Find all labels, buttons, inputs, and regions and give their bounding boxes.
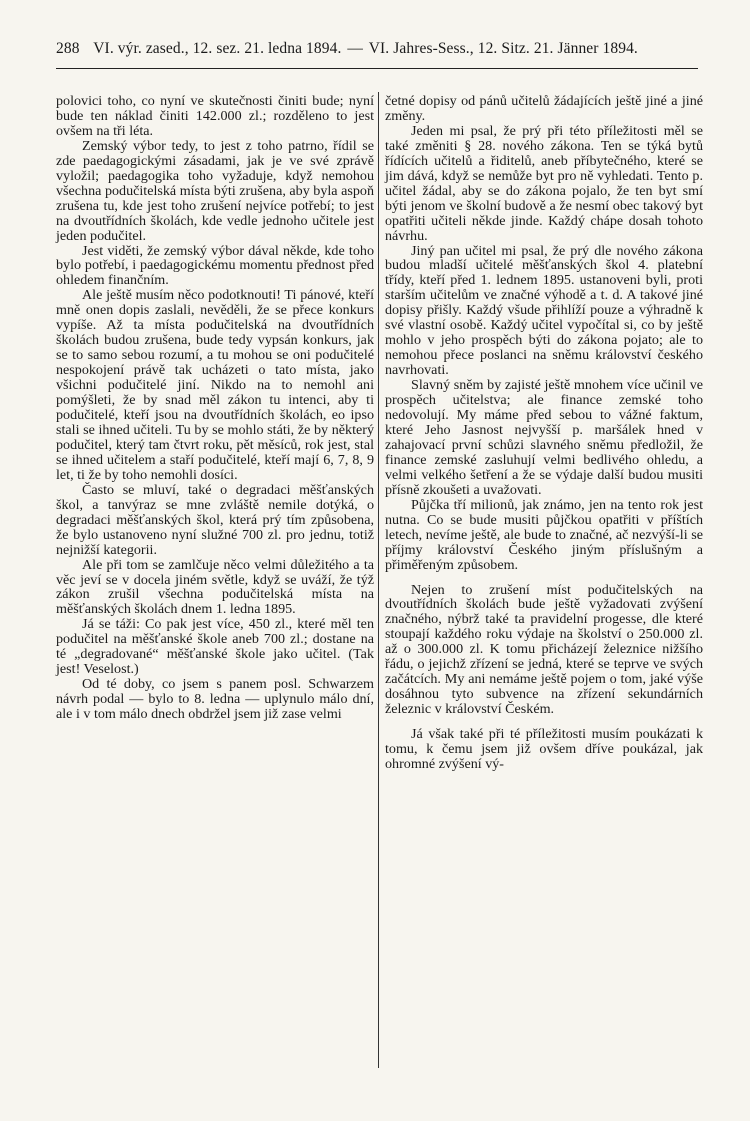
header-czech: VI. výr. zased., 12. sez. 21. ledna 1894. xyxy=(93,40,342,57)
paragraph: Často se mluví, také o degradaci měšťanských škol, a tanvýraz se mne zvláště nemile dotýká, o degradaci měšťanských škol, která prý tím způsobena, že bylo ustanoveno nyní služné 700 zl. pro jednu, totiž nejnižší kategorii. xyxy=(56,481,374,558)
paragraph: Ale při tom se zamlčuje něco velmi důležitého a ta věc jeví se v docela jiném světle, když se uváží, že týž zákon zrušil všechna podučitelská místa na měšťanských školách dnem 1. ledna 1895. xyxy=(56,556,374,618)
paragraph: Já však také při té příležitosti musím poukázati k tomu, k čemu jsem již ovšem dříve poukázal, jak ohromné zvýšení vý- xyxy=(385,726,703,772)
header-german: VI. Jahres-Sess., 12. Sitz. 21. Jänner 1894. xyxy=(368,40,638,57)
paragraph: Jeden mi psal, že prý při této příležitosti měl se také změniti § 28. nového zákona. Ten se týká bytů řídících učitelů a řiditelů, aneb příbytečného, které se jim dává, když se nemůže byt pro ně vyhledati. Tento p. učitel žádal, aby se do zákona pojalo, že ten byt smí býti jenom ve školní budově a že nesmí obec takový byt opatřiti učiteli někde jinde. Každý chápe dosah tohoto návrhu. xyxy=(385,122,703,244)
page-number: 288 xyxy=(56,40,80,57)
paragraph: Od té doby, co jsem s panem posl. Schwarzem návrh podal — bylo to 8. ledna — uplynulo málo dní, ale i v tom málo dnech obdržel jsem již zase velmi xyxy=(56,676,374,723)
header-rule xyxy=(56,68,698,69)
page-header xyxy=(56,40,698,58)
paragraph: Jest viděti, že zemský výbor dával někde, kde toho bylo potřebí, i paedagogickému momentu přednost před ohledem finančním. xyxy=(56,242,374,289)
left-column xyxy=(56,94,374,722)
paragraph: Jiný pan učitel mi psal, že prý dle nového zákona budou mladší učitelé měšťanských škol 4. platební třídy, kteří před 1. lednem 1895. ustanoveni byli, proti starším učitelům ve značné výhodě a t. d. A takové jiné dopisy přišly. Každý všude přihlíží pouze a výhradně k své vlastní osobě. Každý učitel vypočítal si, co by ještě mohlo v jeho prospěch býti do zákona pojato; ale to nemohou přece poslanci na sněmu království českého navrhovati. xyxy=(385,242,703,379)
column-divider xyxy=(378,92,379,1068)
paragraph: Já se táži: Co pak jest více, 450 zl., které měl ten podučitel na měšťanské škole aneb 700 zl.; dostane na té „degradované“ měšťanské škole jako učitel. (Tak jest! Veselost.) xyxy=(56,616,374,678)
paragraph: Zemský výbor tedy, to jest z toho patrno, řídil se zde paedagogickými zásadami, jak je ve své zprávě vyložil; paedagogika toho vyžaduje, když nemohou všechna podučitelská místa býti zrušena, aby byla aspoň zrušena tu, kde jest toho zrušení nejvíce potřebí; to jest na dvoutřídních školách, kde vedle jednoho učitele jest jeden podučitel. xyxy=(56,137,374,244)
paragraph: Nejen to zrušení míst podučitelských na dvoutřídních školách bude ještě vyžadovati zvýšení značného, nýbrž také ta pravidelní progesse, dle které stoupají každého roku výdaje na školství o 250.000 zl. až o 300.000 zl. K tomu přicházejí železnice nižšího řádu, o jejichž zřízení se jedná, které se teprve ve svých začátcích. My ani nemáme ještě pojem o tom, jaké výše dosáhnou tyto subvence na zřízení sekundárních železnic v království Českém. xyxy=(385,581,703,718)
paragraph: Ale ještě musím něco podotknouti! Ti pánové, kteří mně onen dopis zaslali, nevěděli, že se přece konkurs vypíše. Až ta místa podučitelská na dvoutřídních školách budou zrušena, bude tedy vypsán konkurs, jak se to samo sebou rozumí, a tu mohou se oni podučitelé nespokojení právě tak ucházeti o tato místa, jako všichni podučitelé jiní. Nikdo na to nemohl ani pomýšleti, že by snad měl zákon tu intenci, aby ti podučitelé, kteří jsou na dvoutřídních školách, eo ipso stali se ihned učiteli. Tu by se mohlo státi, že by některý podučitel, který tam čtvrt roku, pět měsíců, rok jest, stal se ihned učitelem a staří podučitelé, kteří mají 6, 7, 8, 9 let, ti že by toho nemohli dosíci. xyxy=(56,287,374,483)
paragraph: četné dopisy od pánů učitelů žádajících ještě jiné a jiné změny. xyxy=(385,93,703,124)
header-separator: — xyxy=(347,40,364,57)
right-column xyxy=(385,94,703,772)
paragraph: Půjčka tří milionů, jak známo, jen na tento rok jest nutna. Co se bude musiti půjčkou opatřiti v příštích letech, nevíme ještě, ale bude to značné, ač nezvýší-li se příjmy království Českého jiným příslušným a přiměřeným způsobem. xyxy=(385,496,703,573)
paragraph: polovici toho, co nyní ve skutečnosti činiti bude; nyní bude ten náklad činiti 142.000 zl.; rozděleno to jest ovšem na tři léta. xyxy=(56,93,374,139)
paragraph: Slavný sněm by zajisté ještě mnohem více učinil ve prospěch učitelstva; ale finance zemské toho nedovolují. My máme před sebou to vážné faktum, které Jeho Jasnost nejvyšší p. maršálek hned v zahajovací první schůzi slavného sněmu předložil, že finance zemské zasluhují velmi bedlivého ohledu, a velmi velkého šetření a že se výdaje další budou musiti přísně zkoušeti a uvažovati. xyxy=(385,377,703,498)
